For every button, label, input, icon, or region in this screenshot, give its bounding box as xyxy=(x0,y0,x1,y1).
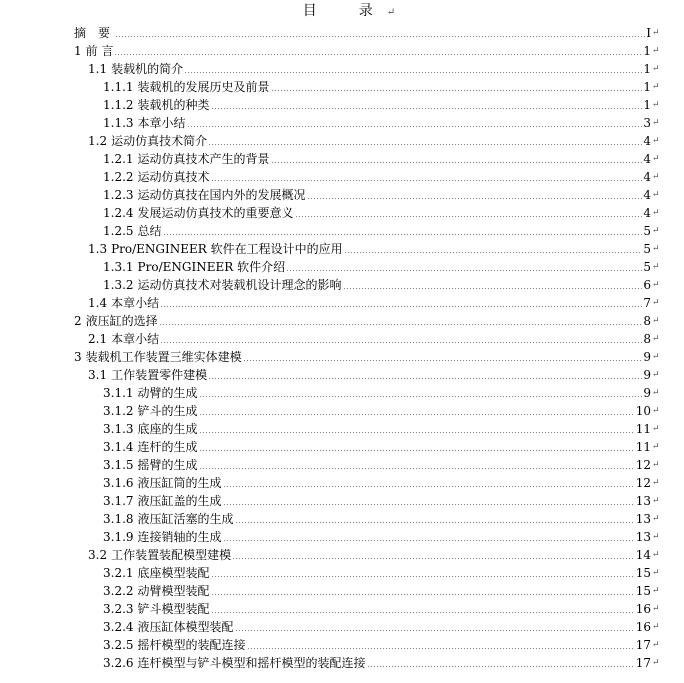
toc-entry-page: 5 xyxy=(643,260,651,274)
toc-entry-number: 1.3.2 xyxy=(103,278,134,292)
return-mark-icon: ↵ xyxy=(652,334,660,344)
return-mark-icon: ↵ xyxy=(652,208,660,218)
toc-entry[interactable] xyxy=(0,564,684,582)
toc-entry-label xyxy=(103,600,210,618)
toc-entry-page: 8 xyxy=(643,332,651,346)
toc-entry-label xyxy=(103,618,234,636)
toc-entry-page: 17 xyxy=(635,638,651,652)
toc-entry-number: 3.1.1 xyxy=(103,386,134,400)
dot-leader xyxy=(208,144,642,145)
toc-entry[interactable] xyxy=(0,258,684,276)
toc-entry-text: 底座的生成 xyxy=(137,422,198,436)
return-mark-icon: ↵ xyxy=(652,190,660,200)
dot-leader xyxy=(344,252,643,253)
dot-leader xyxy=(235,630,635,631)
toc-entry[interactable] xyxy=(0,222,684,240)
return-mark-icon: ↵ xyxy=(652,622,660,632)
toc-entry-text: 运动仿真技术 xyxy=(137,170,210,184)
toc-entry-page: 4 xyxy=(643,134,651,148)
toc-entry-page: 15 xyxy=(635,584,651,598)
toc-entry-text: 工作装置装配模型建模 xyxy=(111,548,232,562)
toc-entry-label xyxy=(74,24,114,42)
return-mark-icon: ↵ xyxy=(652,568,660,578)
return-mark-icon: ↵ xyxy=(652,658,660,668)
toc-entry-number: 3.1.4 xyxy=(103,440,134,454)
toc-entry-number: 3.1.7 xyxy=(103,494,134,508)
return-mark-icon: ↵ xyxy=(652,532,660,542)
toc-entry-number: 1.2.4 xyxy=(103,206,134,220)
toc-entry[interactable] xyxy=(0,474,684,492)
dot-leader xyxy=(286,270,642,271)
toc-entry-page: 9 xyxy=(643,368,651,382)
return-mark-icon: ↵ xyxy=(652,82,660,92)
toc-entry-text: 摇杆模型的装配连接 xyxy=(137,638,246,652)
toc-entry-page: 6 xyxy=(643,278,651,292)
toc-entry-number: 2 xyxy=(74,314,82,328)
toc-entry-text: 运动仿真技术简介 xyxy=(111,134,208,148)
toc-entry-text: 装载机工作装置三维实体建模 xyxy=(85,350,242,364)
toc-entry-page: 1 xyxy=(643,98,651,112)
return-mark-icon: ↵ xyxy=(652,514,660,524)
toc-entry[interactable] xyxy=(0,654,684,672)
dot-leader xyxy=(184,72,642,73)
toc-entry-number: 3.2.1 xyxy=(103,566,134,580)
return-mark-icon: ↵ xyxy=(652,118,660,128)
toc-entry[interactable] xyxy=(0,42,684,60)
toc-entry-label xyxy=(88,240,343,258)
toc-entry-page: 4 xyxy=(643,152,651,166)
return-mark-icon: ↵ xyxy=(652,424,660,434)
toc-entry-text: 装载机的发展历史及前景 xyxy=(137,80,270,94)
toc-entry[interactable] xyxy=(0,276,684,294)
toc-entry[interactable] xyxy=(0,294,684,312)
toc-entry-text: 本章小结 xyxy=(111,296,160,310)
return-mark-icon: ↵ xyxy=(652,550,660,560)
toc-entry[interactable] xyxy=(0,204,684,222)
toc-entry[interactable] xyxy=(0,60,684,78)
dot-leader xyxy=(211,612,635,613)
toc-entry-number: 1.3 xyxy=(88,242,108,256)
toc-entry-text: 铲斗模型装配 xyxy=(137,602,210,616)
toc-entry-page: 1 xyxy=(643,62,651,76)
toc-entry-number: 3.2.6 xyxy=(103,656,134,670)
toc-entry-page: 14 xyxy=(635,548,651,562)
toc-entry-label xyxy=(103,654,366,672)
toc-entry-number: 1.1.3 xyxy=(103,116,134,130)
dot-leader xyxy=(160,306,642,307)
toc-entry[interactable] xyxy=(0,150,684,168)
toc-entry-number: 1.2.1 xyxy=(103,152,134,166)
toc-entry[interactable] xyxy=(0,420,684,438)
dot-leader xyxy=(223,504,635,505)
toc-entry-number: 3.2.4 xyxy=(103,620,134,634)
toc-entry-page: 4 xyxy=(643,170,651,184)
toc-entry-page: 1 xyxy=(643,80,651,94)
toc-entry-text: 底座模型装配 xyxy=(137,566,210,580)
toc-entry-label xyxy=(103,276,342,294)
toc-entry-page: I xyxy=(646,26,651,40)
toc-entry-page: 17 xyxy=(635,656,651,670)
toc-entry[interactable] xyxy=(0,456,684,474)
toc-entry[interactable] xyxy=(0,618,684,636)
toc-entry-label xyxy=(88,366,207,384)
toc-entry-page: 13 xyxy=(635,512,651,526)
toc-entry-page: 4 xyxy=(643,188,651,202)
toc-entry-text: 运动仿真技术产生的背景 xyxy=(137,152,270,166)
table-of-contents xyxy=(0,24,684,672)
toc-entry-label xyxy=(74,348,242,366)
toc-entry-text: 液压缸盖的生成 xyxy=(137,494,222,508)
toc-entry[interactable] xyxy=(0,492,684,510)
toc-entry-label xyxy=(88,546,231,564)
return-mark-icon: ↵ xyxy=(652,406,660,416)
toc-entry-label xyxy=(103,114,186,132)
toc-entry-label xyxy=(103,474,222,492)
return-mark-icon: ↵ xyxy=(652,352,660,362)
toc-entry-label xyxy=(103,636,246,654)
dot-leader xyxy=(211,576,635,577)
dot-leader xyxy=(199,450,635,451)
dot-leader xyxy=(223,486,635,487)
toc-entry-label xyxy=(103,510,234,528)
return-mark-icon: ↵ xyxy=(652,388,660,398)
dot-leader xyxy=(247,648,635,649)
toc-entry-label xyxy=(103,204,294,222)
toc-entry-label xyxy=(103,258,285,276)
toc-entry-text: 连杆的生成 xyxy=(137,440,198,454)
return-mark-icon: ↵ xyxy=(386,7,396,18)
toc-entry-text: 装载机的种类 xyxy=(137,98,210,112)
toc-entry-number: 3.1.8 xyxy=(103,512,134,526)
return-mark-icon: ↵ xyxy=(652,370,660,380)
toc-entry[interactable] xyxy=(0,168,684,186)
toc-entry-text: 液压缸活塞的生成 xyxy=(137,512,234,526)
return-mark-icon: ↵ xyxy=(652,28,660,38)
toc-entry-page: 7 xyxy=(643,296,651,310)
toc-entry-number: 3 xyxy=(74,350,82,364)
toc-entry-page: 8 xyxy=(643,314,651,328)
toc-entry-number: 3.1.9 xyxy=(103,530,134,544)
return-mark-icon: ↵ xyxy=(652,136,660,146)
toc-entry-number: 3.2.2 xyxy=(103,584,134,598)
toc-entry-number: 1.2.3 xyxy=(103,188,134,202)
toc-entry-page: 12 xyxy=(635,458,651,472)
toc-entry-page: 9 xyxy=(643,350,651,364)
return-mark-icon: ↵ xyxy=(652,496,660,506)
dot-leader xyxy=(199,468,635,469)
toc-entry-text: 本章小结 xyxy=(137,116,186,130)
toc-entry-page: 4 xyxy=(643,206,651,220)
toc-entry-number: 摘 要 xyxy=(74,26,111,40)
return-mark-icon: ↵ xyxy=(652,604,660,614)
toc-entry[interactable] xyxy=(0,24,684,42)
toc-entry-page: 11 xyxy=(635,422,651,436)
return-mark-icon: ↵ xyxy=(652,640,660,650)
toc-entry-text: 连接销轴的生成 xyxy=(137,530,222,544)
toc-entry[interactable] xyxy=(0,240,684,258)
toc-entry-label xyxy=(103,78,270,96)
toc-entry-text: 连杆模型与铲斗模型和摇杆模型的装配连接 xyxy=(137,656,366,670)
return-mark-icon: ↵ xyxy=(652,154,660,164)
toc-entry-label xyxy=(103,564,210,582)
toc-entry[interactable] xyxy=(0,330,684,348)
toc-entry-page: 12 xyxy=(635,476,651,490)
return-mark-icon: ↵ xyxy=(652,586,660,596)
toc-entry-number: 2.1 xyxy=(88,332,108,346)
return-mark-icon: ↵ xyxy=(652,298,660,308)
toc-entry-number: 1.3.1 xyxy=(103,260,134,274)
dot-leader xyxy=(114,54,642,55)
toc-entry-label xyxy=(88,294,159,312)
toc-entry-page: 15 xyxy=(635,566,651,580)
toc-entry-label xyxy=(103,96,210,114)
toc-entry[interactable] xyxy=(0,582,684,600)
toc-entry[interactable] xyxy=(0,636,684,654)
toc-entry-page: 10 xyxy=(635,404,651,418)
toc-entry-page: 16 xyxy=(635,602,651,616)
toc-entry-label xyxy=(103,186,306,204)
return-mark-icon: ↵ xyxy=(652,46,660,56)
toc-entry[interactable] xyxy=(0,600,684,618)
dot-leader xyxy=(163,234,643,235)
toc-entry-text: 液压缸筒的生成 xyxy=(137,476,222,490)
toc-entry[interactable] xyxy=(0,132,684,150)
dot-leader xyxy=(187,126,643,127)
toc-entry-text: Pro/ENGINEER 软件介绍 xyxy=(137,260,286,274)
toc-entry[interactable] xyxy=(0,114,684,132)
toc-entry-page: 13 xyxy=(635,494,651,508)
toc-entry[interactable] xyxy=(0,366,684,384)
dot-leader xyxy=(160,342,642,343)
toc-entry[interactable] xyxy=(0,96,684,114)
toc-entry-text: 液压缸体模型装配 xyxy=(137,620,234,634)
dot-leader xyxy=(211,180,643,181)
return-mark-icon: ↵ xyxy=(652,226,660,236)
toc-entry-page: 5 xyxy=(643,224,651,238)
toc-entry-number: 3.2.3 xyxy=(103,602,134,616)
toc-entry[interactable] xyxy=(0,438,684,456)
dot-leader xyxy=(271,162,643,163)
dot-leader xyxy=(243,360,643,361)
toc-title xyxy=(0,2,684,22)
dot-leader xyxy=(208,378,642,379)
dot-leader xyxy=(211,108,643,109)
return-mark-icon: ↵ xyxy=(652,262,660,272)
return-mark-icon: ↵ xyxy=(652,460,660,470)
toc-entry-label xyxy=(103,492,222,510)
toc-entry-page: 3 xyxy=(643,116,651,130)
dot-leader xyxy=(115,36,645,37)
toc-entry-text: 动臂的生成 xyxy=(137,386,198,400)
toc-entry[interactable] xyxy=(0,510,684,528)
toc-entry-label xyxy=(103,582,210,600)
toc-entry-text: 运动仿真技在国内外的发展概况 xyxy=(137,188,306,202)
return-mark-icon: ↵ xyxy=(652,442,660,452)
toc-entry-number: 3.2.5 xyxy=(103,638,134,652)
dot-leader xyxy=(367,666,635,667)
toc-entry-text: 工作装置零件建模 xyxy=(111,368,208,382)
dot-leader xyxy=(235,522,635,523)
toc-entry[interactable] xyxy=(0,312,684,330)
dot-leader xyxy=(295,216,643,217)
toc-entry-label xyxy=(103,150,270,168)
toc-entry-text: 装载机的简介 xyxy=(111,62,184,76)
dot-leader xyxy=(159,324,643,325)
toc-entry-label xyxy=(74,312,158,330)
toc-entry[interactable] xyxy=(0,546,684,564)
toc-entry-page: 11 xyxy=(635,440,651,454)
dot-leader xyxy=(343,288,643,289)
toc-entry-page: 9 xyxy=(643,386,651,400)
return-mark-icon: ↵ xyxy=(652,172,660,182)
toc-entry-number: 3.1 xyxy=(88,368,108,382)
dot-leader xyxy=(223,540,635,541)
toc-entry[interactable] xyxy=(0,528,684,546)
toc-entry-page: 16 xyxy=(635,620,651,634)
toc-entry-number: 3.1.6 xyxy=(103,476,134,490)
toc-entry-number: 1.1.1 xyxy=(103,80,134,94)
return-mark-icon: ↵ xyxy=(652,316,660,326)
toc-entry-label xyxy=(103,420,198,438)
toc-entry-text: 本章小结 xyxy=(111,332,160,346)
toc-entry-number: 1.2 xyxy=(88,134,108,148)
return-mark-icon: ↵ xyxy=(652,244,660,254)
toc-entry-label xyxy=(88,132,207,150)
toc-entry-text: 前 言 xyxy=(85,44,114,58)
toc-entry-label xyxy=(103,168,210,186)
toc-entry-label xyxy=(103,222,162,240)
toc-entry-number: 1.1.2 xyxy=(103,98,134,112)
toc-entry-text: 摇臂的生成 xyxy=(137,458,198,472)
dot-leader xyxy=(271,90,643,91)
return-mark-icon: ↵ xyxy=(652,100,660,110)
toc-entry-page: 1 xyxy=(643,44,651,58)
toc-entry-text: 动臂模型装配 xyxy=(137,584,210,598)
toc-entry-text: 运动仿真技术对装载机设计理念的影响 xyxy=(137,278,342,292)
toc-entry-label xyxy=(103,528,222,546)
toc-entry-number: 1.1 xyxy=(88,62,108,76)
return-mark-icon: ↵ xyxy=(652,478,660,488)
toc-entry-label xyxy=(103,438,198,456)
toc-entry-number: 1.4 xyxy=(88,296,108,310)
toc-entry-label xyxy=(88,330,159,348)
toc-entry-number: 1.2.5 xyxy=(103,224,134,238)
toc-entry[interactable] xyxy=(0,186,684,204)
dot-leader xyxy=(199,432,635,433)
toc-entry-page: 13 xyxy=(635,530,651,544)
toc-entry[interactable] xyxy=(0,384,684,402)
toc-entry-label xyxy=(103,384,198,402)
toc-entry-label xyxy=(103,402,198,420)
dot-leader xyxy=(307,198,643,199)
return-mark-icon: ↵ xyxy=(652,280,660,290)
dot-leader xyxy=(232,558,635,559)
toc-entry-text: 发展运动仿真技术的重要意义 xyxy=(137,206,294,220)
toc-entry-number: 3.2 xyxy=(88,548,108,562)
toc-entry-label xyxy=(74,42,113,60)
dot-leader xyxy=(199,414,635,415)
toc-entry-page: 5 xyxy=(643,242,651,256)
toc-entry-number: 3.1.5 xyxy=(103,458,134,472)
toc-entry[interactable] xyxy=(0,402,684,420)
toc-entry-text: 液压缸的选择 xyxy=(85,314,158,328)
toc-entry-label xyxy=(103,456,198,474)
toc-entry-number: 1 xyxy=(74,44,82,58)
dot-leader xyxy=(211,594,635,595)
toc-entry[interactable] xyxy=(0,78,684,96)
toc-entry-number: 3.1.3 xyxy=(103,422,134,436)
toc-entry-number: 1.2.2 xyxy=(103,170,134,184)
toc-entry-text: Pro/ENGINEER 软件在工程设计中的应用 xyxy=(111,242,343,256)
toc-entry-number: 3.1.2 xyxy=(103,404,134,418)
toc-entry[interactable] xyxy=(0,348,684,366)
dot-leader xyxy=(199,396,643,397)
toc-title-text: 目 录 xyxy=(302,3,387,19)
return-mark-icon: ↵ xyxy=(652,64,660,74)
toc-entry-text: 铲斗的生成 xyxy=(137,404,198,418)
toc-entry-label xyxy=(88,60,183,78)
toc-entry-text: 总结 xyxy=(137,224,162,238)
